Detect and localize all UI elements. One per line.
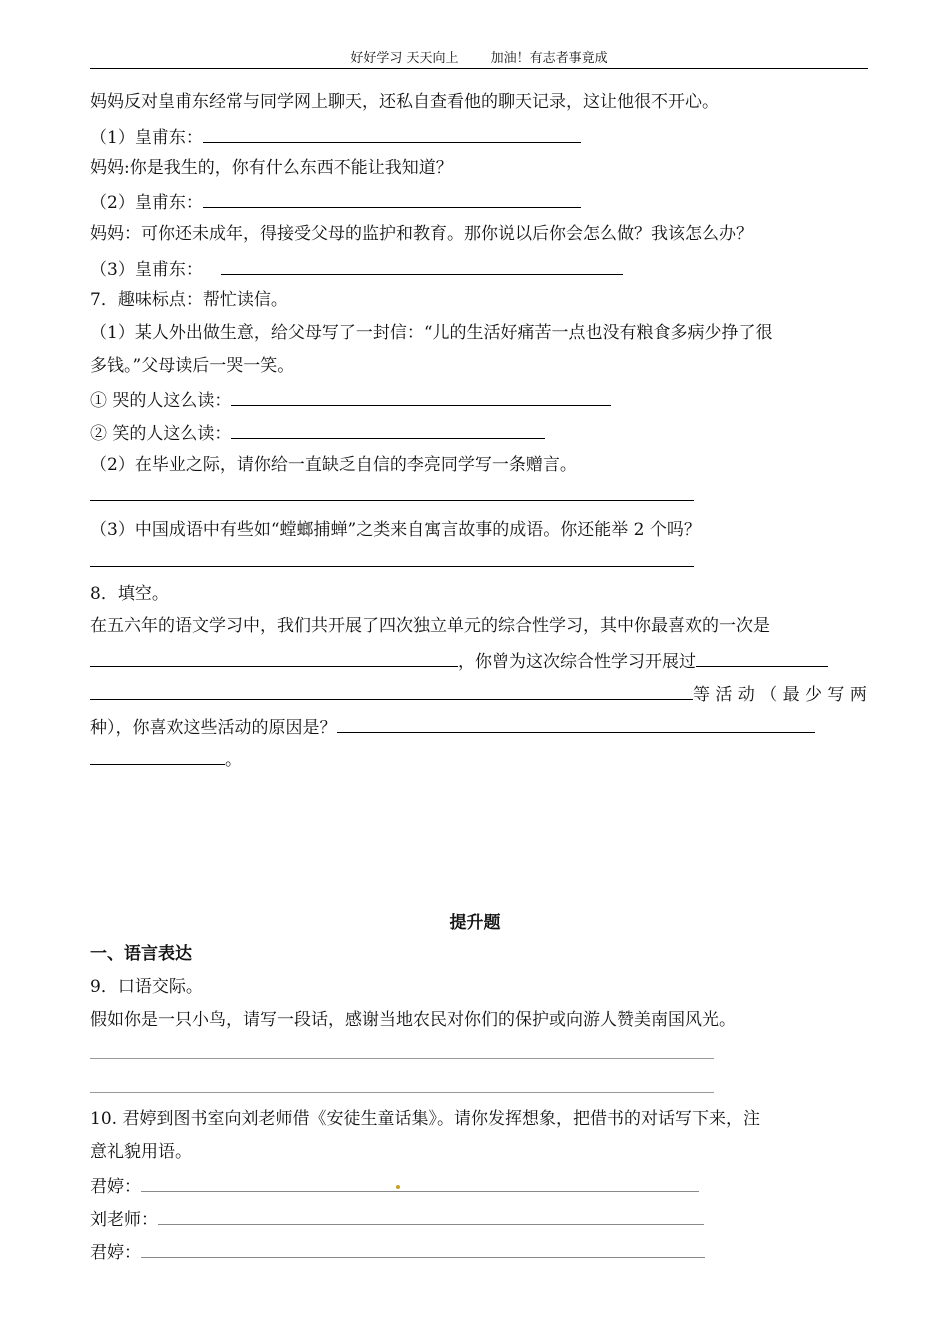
q6-answer-2 xyxy=(90,189,581,215)
q6-answer-3-blank[interactable] xyxy=(221,256,623,275)
q9-prompt: 假如你是一只小鸟，请写一段话，感谢当地农民对你们的保护或向游人赞美南国风光。 xyxy=(90,1010,736,1030)
q10-speaker-2 xyxy=(90,1206,704,1232)
q7-cry xyxy=(90,387,611,413)
q8-line1: 在五六年的语文学习中，我们共开展了四次独立单元的综合性学习，其中你最喜欢的一次是 xyxy=(90,616,770,636)
q9-title: 9．口语交际。 xyxy=(90,977,203,997)
q7-laugh-label: ② 笑的人这么读： xyxy=(90,424,232,444)
q7-cry-label: ① 哭的人这么读： xyxy=(90,391,232,411)
q7-cry-blank[interactable] xyxy=(231,387,611,406)
q7-title: 7．趣味标点：帮忙读信。 xyxy=(90,290,288,310)
q7-p3: （3）中国成语中有些如“螳螂捕蝉”之类来自寓言故事的成语。你还能举 2 个吗？ xyxy=(90,520,701,540)
header-right: 加油！有志者事竟成 xyxy=(490,51,608,66)
q7-p1-line2: 多钱。”父母读后一哭一笑。 xyxy=(90,356,295,376)
section-heading: 一、语言表达 xyxy=(90,944,192,964)
header-left: 好好学习 天天向上 xyxy=(350,51,459,66)
q10-line1: 10. 君婷到图书室向刘老师借《安徒生童话集》。请你发挥想象，把借书的对话写下来，注 xyxy=(90,1109,760,1129)
q10-speaker-1-label: 君婷： xyxy=(90,1177,141,1197)
q8-end: 。 xyxy=(225,750,242,770)
q10-speaker-2-label: 刘老师： xyxy=(90,1210,158,1230)
q8-line4-text: 种），你喜欢这些活动的原因是？ xyxy=(90,718,337,738)
q7-p2-blank[interactable] xyxy=(90,500,694,501)
q8-line2 xyxy=(90,648,828,674)
q6-answer-1-label: （1）皇甫东： xyxy=(90,128,203,148)
q6-answer-1-blank[interactable] xyxy=(203,124,581,143)
q7-p2: （2）在毕业之际，请你给一直缺乏自信的李亮同学写一条赠言。 xyxy=(90,455,577,475)
q8-activities-blank-2[interactable] xyxy=(90,681,693,700)
q7-p3-blank[interactable] xyxy=(90,566,694,567)
q8-tail: 等 活 动 （ 最 少 写 两 xyxy=(693,685,867,705)
q8-reason-blank-1[interactable] xyxy=(337,714,815,733)
q6-context: 妈妈反对皇甫东经常与同学网上聊天，还私自查看他的聊天记录，这让他很不开心。 xyxy=(90,92,719,112)
q6-answer-2-blank[interactable] xyxy=(203,189,581,208)
q8-activities-blank-1[interactable] xyxy=(696,648,828,667)
q8-reason-blank-2[interactable] xyxy=(90,746,225,765)
q7-p1-line1: （1）某人外出做生意，给父母写了一封信：“儿的生活好痛苦一点也没有粮食多病少挣了很 xyxy=(90,323,773,343)
q8-mid: ，你曾为这次综合性学习开展过 xyxy=(458,652,696,672)
q10-speaker-1 xyxy=(90,1173,699,1199)
q10-speaker-3-blank[interactable] xyxy=(141,1239,705,1258)
q8-title: 8．填空。 xyxy=(90,584,169,604)
q10-speaker-3-label: 君婷： xyxy=(90,1243,141,1263)
q7-laugh xyxy=(90,420,545,446)
q10-speaker-2-blank[interactable] xyxy=(158,1206,704,1225)
section-title: 提升题 xyxy=(449,913,501,933)
q6-answer-3 xyxy=(90,256,623,282)
q10-line2: 意礼貌用语。 xyxy=(90,1142,192,1162)
q10-speaker-3 xyxy=(90,1239,705,1265)
q10-speaker-1-blank[interactable] xyxy=(141,1173,699,1192)
q6-answer-1 xyxy=(90,124,581,150)
q8-line3 xyxy=(90,681,867,707)
page-header xyxy=(90,50,868,69)
q6-mom-2: 妈妈：可你还未成年，得接受父母的监护和教育。那你说以后你会怎么做？我该怎么办？ xyxy=(90,224,753,244)
q6-answer-3-label: （3）皇甫东： xyxy=(90,260,203,280)
q6-mom-1: 妈妈:你是我生的，你有什么东西不能让我知道？ xyxy=(90,158,453,178)
q7-laugh-blank[interactable] xyxy=(231,420,545,439)
q9-answer-line-1[interactable] xyxy=(90,1058,714,1059)
q8-favorite-blank[interactable] xyxy=(90,648,458,667)
stray-dot xyxy=(396,1185,400,1189)
q8-line4 xyxy=(90,714,815,740)
q8-line5 xyxy=(90,746,242,772)
q9-answer-line-2[interactable] xyxy=(90,1092,714,1093)
q6-answer-2-label: （2）皇甫东： xyxy=(90,193,203,213)
